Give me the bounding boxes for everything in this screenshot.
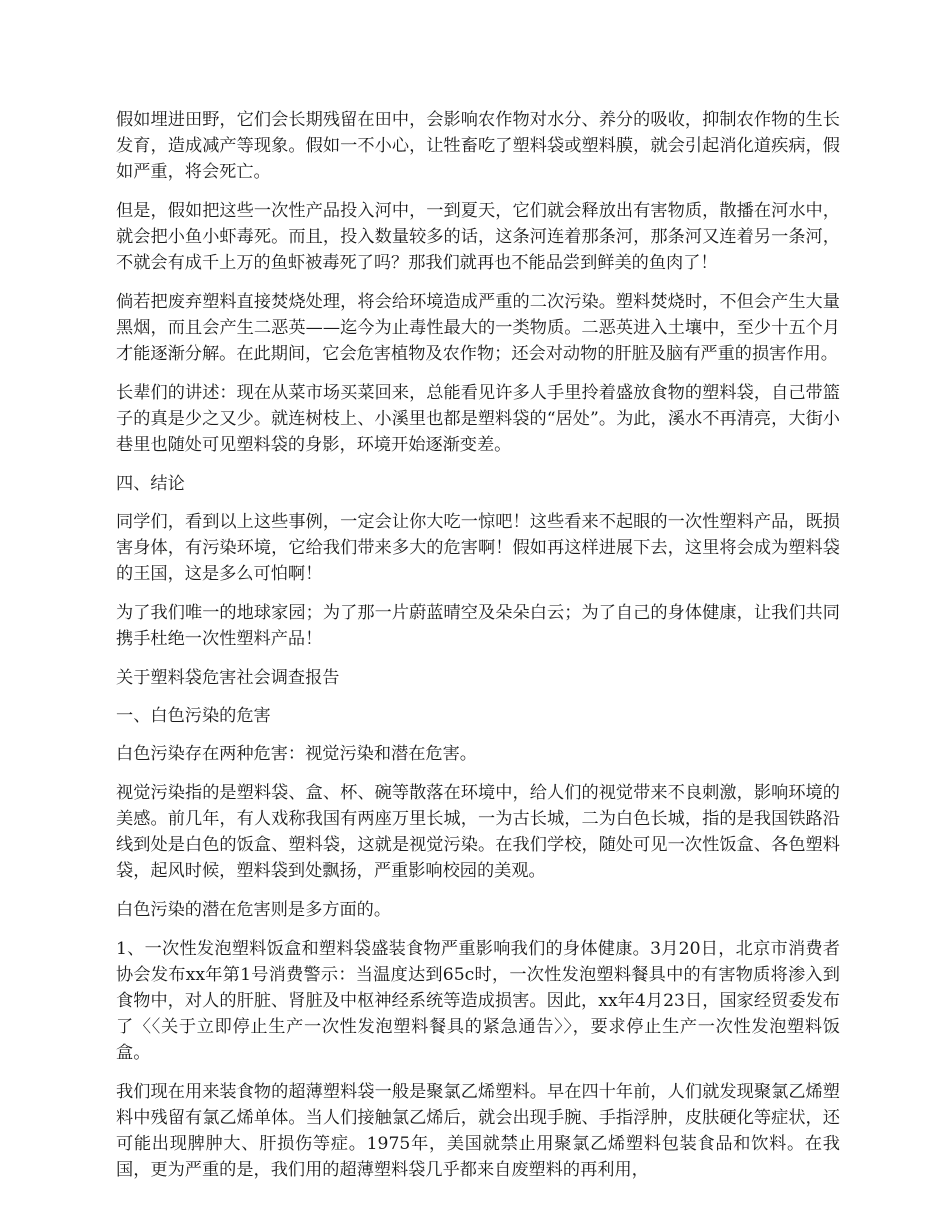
paragraph-visual-pollution: 视觉污染指的是塑料袋、盒、杯、碗等散落在环境中，给人们的视觉带来不良刺激，影响环境的美感。前几年，有人戏称我国有两座万里长城，一为古长城，二为白色长城，指的是我国铁路沿线到处是白色的饭盒、塑料袋，这就是视觉污染。在我们学校，随处可见一次性饭盒、各色塑料袋，起风时候，塑料袋到处飘扬，严重影响校园的美观。 xyxy=(116,783,840,881)
section-heading-white-pollution: 一、白色污染的危害 xyxy=(116,706,271,726)
section-heading-conclusion: 四、结论 xyxy=(116,474,185,494)
paragraph-incineration: 倘若把废弃塑料直接焚烧处理，将会给环境造成严重的二次污染。塑料焚烧时，不但会产生大量黑烟，而且会产生二恶英——迄今为止毒性最大的一类物质。二恶英进入土壤中，至少十五个月才能逐渐分解。在此期间，它会危害植物及农作物；还会对动物的肝脏及脑有严重的损害作用。 xyxy=(116,292,840,364)
paragraph-farmland-harm: 假如埋进田野，它们会长期残留在田中，会影响农作物对水分、养分的吸收，抑制农作物的生长发育，造成减产等现象。假如一不小心，让牲畜吃了塑料袋或塑料膜，就会引起消化道疾病，假如严重，将会死亡。 xyxy=(116,110,840,182)
paragraph-elders-account: 长辈们的讲述：现在从菜市场买菜回来，总能看见许多人手里拎着盛放食物的塑料袋，自己带篮子的真是少之又少。就连树枝上、小溪里也都是塑料袋的“居处”。为此，溪水不再清亮，大街小巷里也随处可见塑料袋的身影，环境开始逐渐变差。 xyxy=(116,383,840,455)
paragraph-pvc-bags: 我们现在用来装食物的超薄塑料袋一般是聚氯乙烯塑料。早在四十年前，人们就发现聚氯乙烯塑料中残留有氯乙烯单体。当人们接触氯乙烯后，就会出现手腕、手指浮肿，皮肤硬化等症状，还可能出现脾肿大、肝损伤等症。1975年，美国就禁止用聚氯乙烯塑料包装食品和饮料。在我国，更为严重的是，我们用的超薄塑料袋几乎都来自废塑料的再利用， xyxy=(116,1082,840,1180)
paragraph-call-to-action: 为了我们唯一的地球家园；为了那一片蔚蓝晴空及朵朵白云；为了自己的身体健康，让我们共同携手杜绝一次性塑料产品！ xyxy=(116,603,840,649)
paragraph-foam-boxes: 1、一次性发泡塑料饭盒和塑料袋盛装食物严重影响我们的身体健康。3月20日，北京市消费者协会发布xx年第1号消费警示：当温度达到65c时，一次性发泡塑料餐具中的有害物质将渗入到食物中，对人的肝脏、肾脏及中枢神经系统等造成损害。因此，xx年4月23日，国家经贸委发布了〈〈关于立即停止生产一次性发泡塑料餐具的紧急通告〉〉，要求停止生产一次性发泡塑料饭盒。 xyxy=(116,939,840,1063)
paragraph-river-pollution: 但是，假如把这些一次性产品投入河中，一到夏天，它们就会释放出有害物质，散播在河水中，就会把小鱼小虾毒死。而且，投入数量较多的话，这条河连着那条河，那条河又连着另一条河，不就会有成千上万的鱼虾被毒死了吗？那我们就再也不能品尝到鲜美的鱼肉了！ xyxy=(116,201,840,273)
paragraph-two-harms: 白色污染存在两种危害：视觉污染和潜在危害。 xyxy=(116,744,477,764)
paragraph-conclusion: 同学们，看到以上这些事例，一定会让你大吃一惊吧！这些看来不起眼的一次性塑料产品，既损害身体，有污染环境，它给我们带来多大的危害啊！假如再这样进展下去，这里将会成为塑料袋的王国，这是多么可怕啊！ xyxy=(116,512,840,584)
report-title: 关于塑料袋危害社会调查报告 xyxy=(116,668,340,688)
paragraph-potential-harm-intro: 白色污染的潜在危害则是多方面的。 xyxy=(116,900,392,920)
